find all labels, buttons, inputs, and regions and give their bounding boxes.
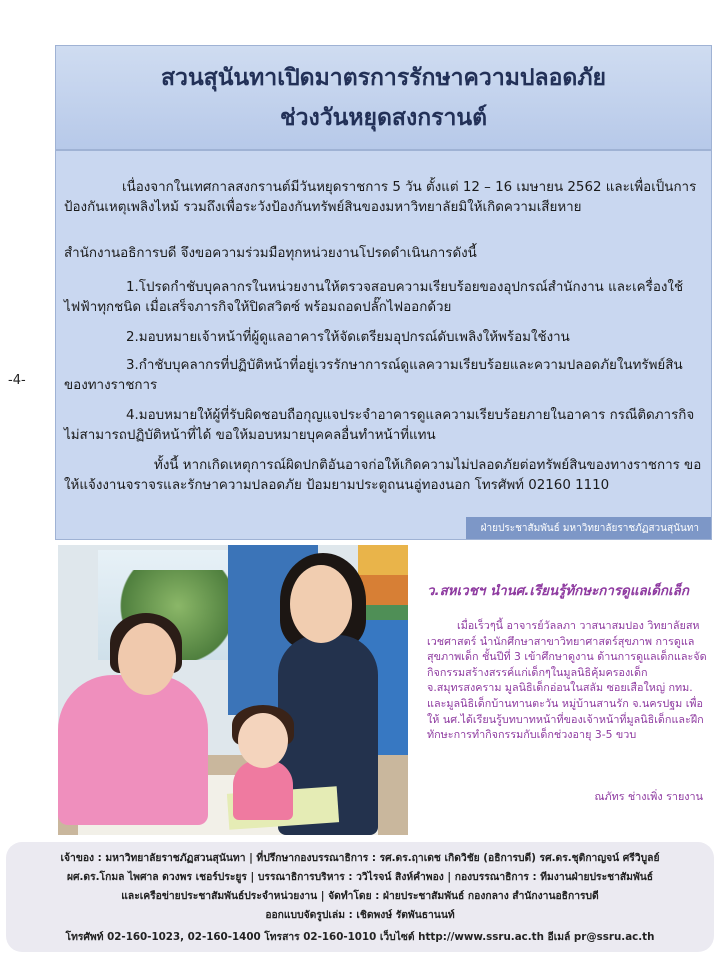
- headline-line2: ช่วงวันหยุดสงกรานต์: [279, 105, 488, 131]
- masthead-box: [6, 842, 714, 952]
- announcement-item-1: 1.โปรดกำชับบุคลากรในหน่วยงานให้ตรวจสอบความเรียบร้อยของอุปกรณ์สำนักงาน และเครื่องใช้ไฟฟ้าทุกชนิด เมื่อเสร็จภารกิจให้ปิดสวิตซ์ พร้อมถอดปลั๊กไฟออกด้วย: [64, 280, 684, 315]
- news-reporter: ณภัทร ช่างเพิ่ง รายงาน: [594, 790, 703, 803]
- announcement-credit: ฝ่ายประชาสัมพันธ์ มหาวิทยาลัยราชภัฏสวนสุนันทา: [480, 523, 699, 534]
- masthead-line-1: เจ้าของ : มหาวิทยาลัยราชภัฏสวนสุนันทา | ที่ปรึกษากองบรรณาธิการ : รศ.ดร.ฤาเดช เกิดวิชัย (อธิการบดี) รศ.ดร.ชุติกาญจน์ ศรีวิบูลย์: [60, 852, 660, 864]
- headline-banner: [55, 45, 712, 150]
- photo-child-body: [233, 760, 293, 820]
- announcement-item-3: 3.กำชับบุคลากรที่ปฏิบัติหน้าที่อยู่เวรรักษาการณ์ดูแลความเรียบร้อยและความปลอดภัยในทรัพย์สินของทางราชการ: [64, 358, 683, 393]
- photo-student-body: [58, 675, 208, 825]
- masthead-line-4: ออกแบบจัดรูปเล่ม : เชิดพงษ์ รัตพันธานนท์: [265, 909, 455, 921]
- page-number: -4-: [8, 373, 26, 388]
- photo-student-face: [118, 623, 176, 695]
- news-body: เมื่อเร็วๆนี้ อาจารย์วัลลภา วาสนาสมปอง วิทยาลัยสหเวชศาสตร์ นำนักศึกษาสาขาวิทยาศาสตร์สุขภาพ การดูแลสุขภาพเด็ก ชั้นปีที่ 3 เข้าศึกษาดูงาน ด้านการดูแลเด็กและจัดกิจกรรมสร้างสรรค์แก่เด็กๆในมูลนิธิคุ้มครองเด็ก จ.สมุทรสงคราม มูลนิธิเด็กอ่อนในสลัม ซอยเสือใหญ่ กทม. และมูลนิธิเด็กบ้านทานตะวัน หมู่บ้านสานรัก จ.นครปฐม เพื่อให้ นศ.ได้เรียนรู้บทบาทหน้าที่ของเจ้าหน้าที่มูลนิธิเด็กและฝึกทักษะการทำกิจกรรมกับเด็กช่วงอายุ 3-5 ขวบ: [427, 619, 707, 742]
- announcement-item-4: 4.มอบหมายให้ผู้ที่รับผิดชอบถือกุญแจประจำอาคารดูแลความเรียบร้อยภายในอาคาร กรณีติดภารกิจไม่สามารถปฏิบัติหน้าที่ได้ ขอให้มอบหมายบุคคลอื่นทำหน้าที่แทน: [64, 408, 695, 443]
- announcement-closing: ทั้งนี้ หากเกิดเหตุการณ์ผิดปกติอันอาจก่อให้เกิดความไม่ปลอดภัยต่อทรัพย์สินของทางราชการ ขอให้แจ้งงานจราจรและรักษาความปลอดภัย ป้อมยามประตูถนนอู่ทองนอก โทรศัพท์ 02160 1110: [64, 458, 702, 493]
- photo-teacher-face: [290, 565, 352, 643]
- announcement-request: สำนักงานอธิการบดี จึงขอความร่วมมือทุกหน่วยงานโปรดดำเนินการดังนี้: [64, 246, 477, 261]
- news-photo: [58, 545, 408, 835]
- announcement-item-2: 2.มอบหมายเจ้าหน้าที่ผู้ดูแลอาคารให้จัดเตรียมอุปกรณ์ดับเพลิงให้พร้อมใช้งาน: [126, 330, 570, 345]
- announcement-intro: เนื่องจากในเทศกาลสงกรานต์มีวันหยุดราชการ 5 วัน ตั้งแต่ 12 – 16 เมษายน 2562 และเพื่อเป็นการป้องกันเหตุเพลิงไหม้ รวมถึงเพื่อระวังป้องกันทรัพย์สินของมหาวิทยาลัยมิให้เกิดความเสียหาย: [64, 180, 697, 215]
- masthead-line-3: และเครือข่ายประชาสัมพันธ์ประจำหน่วยงาน | จัดทำโดย : ฝ่ายประชาสัมพันธ์ กองกลาง สำนักงานอธิการบดี: [121, 890, 599, 902]
- headline-line1: สวนสุนันทาเปิดมาตรการรักษาความปลอดภัย: [160, 65, 606, 91]
- masthead-contact: โทรศัพท์ 02-160-1023, 02-160-1400 โทรสาร 02-160-1010 เว็บไซต์ http://www.ssru.ac.th อีเมล์ pr@ssru.ac.th: [65, 931, 655, 943]
- photo-child-face: [238, 713, 288, 768]
- announcement-box: [55, 150, 712, 540]
- masthead-line-2: ผศ.ดร.โกมล ไพศาล ดวงพร เชอร์ประยูร | บรรณาธิการบริหาร : ววิไรจน์ สิงห์คำพอง | กองบรรณาธิการ : ทีมงานฝ่ายประชาสัมพันธ์: [66, 871, 654, 883]
- announcement-credit-strip: [466, 517, 711, 539]
- news-title: ว.สหเวชฯ นำนศ.เรียนรู้ทักษะการดูแลเด็กเล็ก: [427, 584, 689, 599]
